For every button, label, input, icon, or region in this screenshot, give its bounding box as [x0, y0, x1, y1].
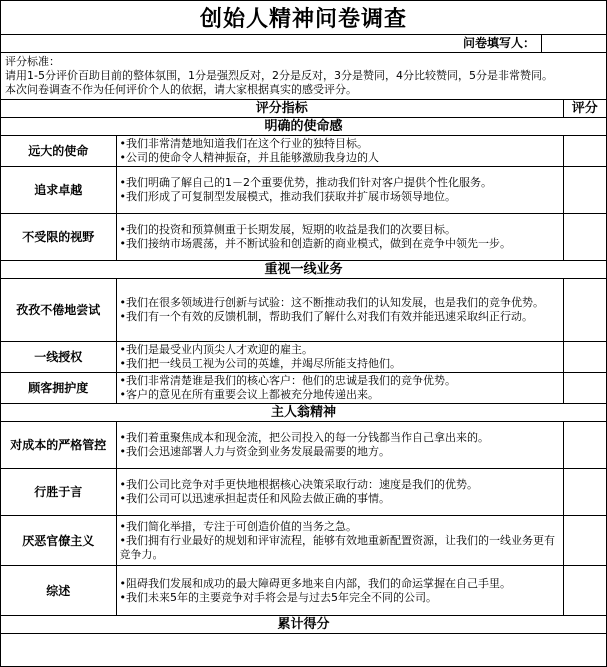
- indicator-label: 顾客拥护度: [1, 373, 116, 404]
- section-row: [1, 118, 606, 136]
- table-header-row: [1, 100, 606, 118]
- indicator-label: 综述: [1, 566, 116, 616]
- header-score: 评分: [563, 100, 606, 118]
- description-item: •我们有一个有效的反馈机制，帮助我们了解什么对我们有效并能迅速采取纠正行动。: [119, 310, 533, 323]
- indicator-label: 一线授权: [1, 342, 116, 373]
- indicator-description: [116, 136, 563, 167]
- indicator-description: [116, 516, 563, 566]
- score-cell[interactable]: [563, 167, 606, 214]
- description-item: •我们明确了解自己的1－2个重要优势，推动我们针对客户提供个性化服务。: [119, 176, 492, 189]
- description-item: •我们会迅速部署人力与资金到业务发展最需要的地方。: [119, 445, 390, 458]
- score-cell[interactable]: [563, 469, 606, 516]
- score-cell[interactable]: [563, 342, 606, 373]
- section-row: [1, 404, 606, 422]
- description-item: •我们把一线员工视为公司的英雄，并竭尽所能支持他们。: [119, 357, 401, 370]
- score-cell[interactable]: [563, 422, 606, 469]
- indicator-label: 对成本的严格管控: [1, 422, 116, 469]
- criteria-line: 评分标准：: [5, 55, 60, 68]
- score-cell[interactable]: [563, 373, 606, 404]
- description-item: •阻碍我们发展和成功的最大障碍更多地来自内部，我们的命运掌握在自己手里。: [119, 576, 511, 590]
- section-title: 主人翁精神: [1, 404, 606, 422]
- description-item: •我们拥有行业最好的规划和评审流程，能够有效地重新配置资源，让我们的一线业务更有竞争力。: [119, 533, 555, 561]
- score-cell[interactable]: [563, 214, 606, 261]
- indicator-description: [116, 214, 563, 261]
- indicator-label: 追求卓越: [1, 167, 116, 214]
- section-row: [1, 261, 606, 279]
- filler-label: 问卷填写人：: [462, 36, 535, 50]
- total-label: 累计得分: [1, 616, 606, 634]
- criteria-line: 请用1-5分评价百助目前的整体氛围，1分是强烈反对，2分是反对，3分是赞同，4分比较赞同，5分是非常赞同。: [5, 69, 553, 82]
- table-row: [1, 566, 606, 616]
- criteria-line: 本次问卷调查不作为任何评价个人的依据，请大家根据真实的感受评分。: [5, 83, 357, 96]
- description-item: •我们公司可以迅速承担起责任和风险去做正确的事情。: [119, 492, 390, 505]
- indicator-description: [116, 373, 563, 404]
- table-row: [1, 422, 606, 469]
- table-row: [1, 516, 606, 566]
- filler-row: [1, 35, 606, 53]
- score-cell[interactable]: [563, 136, 606, 167]
- indicator-description: [116, 342, 563, 373]
- description-item: •公司的使命令人精神振奋，并且能够激励我身边的人: [119, 151, 379, 164]
- table-row: [1, 167, 606, 214]
- table-row: [1, 136, 606, 167]
- section-title: 明确的使命感: [1, 118, 606, 136]
- description-item: •我们在很多领域进行创新与试验：这不断推动我们的认知发展，也是我们的竞争优势。: [119, 296, 544, 309]
- description-item: •客户的意见在所有重要会议上都被充分地传递出来。: [119, 388, 379, 401]
- table-row: [1, 373, 606, 404]
- filler-spacer: [1, 35, 440, 52]
- table-row: [1, 279, 606, 342]
- indicator-label: 不受限的视野: [1, 214, 116, 261]
- description-item: •我们公司比竞争对手更快地根据核心决策采取行动：速度是我们的优势。: [119, 478, 478, 491]
- table-row: [1, 342, 606, 373]
- indicator-description: [116, 469, 563, 516]
- indicator-label: 厌恶官僚主义: [1, 516, 116, 566]
- indicator-description: [116, 422, 563, 469]
- indicator-label: 行胜于言: [1, 469, 116, 516]
- filler-name-field[interactable]: [541, 35, 606, 52]
- description-item: •我们着重聚焦成本和现金流，把公司投入的每一分钱都当作自己拿出来的。: [119, 431, 489, 444]
- section-title: 重视一线业务: [1, 261, 606, 279]
- score-cell[interactable]: [563, 279, 606, 342]
- header-indicator: 评分指标: [1, 100, 563, 118]
- description-item: •我们简化举措，专注于可创造价值的当务之急。: [119, 519, 357, 533]
- indicator-label: 孜孜不倦地尝试: [1, 279, 116, 342]
- indicator-label: 远大的使命: [1, 136, 116, 167]
- description-item: •我们非常清楚地知道我们在这个行业的独特目标。: [119, 137, 368, 150]
- indicator-description: [116, 566, 563, 616]
- scoring-criteria: [1, 53, 606, 100]
- description-item: •我们非常清楚谁是我们的核心客户：他们的忠诚是我们的竞争优势。: [119, 374, 456, 387]
- indicator-description: [116, 279, 563, 342]
- description-item: •我们未来5年的主要竞争对手将会是与过去5年完全不同的公司。: [119, 590, 437, 604]
- survey-table: [1, 100, 606, 634]
- score-cell[interactable]: [563, 516, 606, 566]
- indicator-description: [116, 167, 563, 214]
- description-item: •我们形成了可复制型发展模式，推动我们获取并扩展市场领导地位。: [119, 190, 456, 203]
- page-title: 创始人精神问卷调查: [1, 1, 606, 35]
- description-item: •我们接纳市场震荡，并不断试验和创造新的商业模式，做到在竞争中领先一步。: [119, 237, 511, 250]
- description-item: •我们是最受业内顶尖人才欢迎的雇主。: [119, 343, 313, 356]
- total-row: [1, 616, 606, 634]
- table-row: [1, 214, 606, 261]
- score-cell[interactable]: [563, 566, 606, 616]
- table-row: [1, 469, 606, 516]
- description-item: •我们的投资和预算侧重于长期发展，短期的收益是我们的次要目标。: [119, 223, 456, 236]
